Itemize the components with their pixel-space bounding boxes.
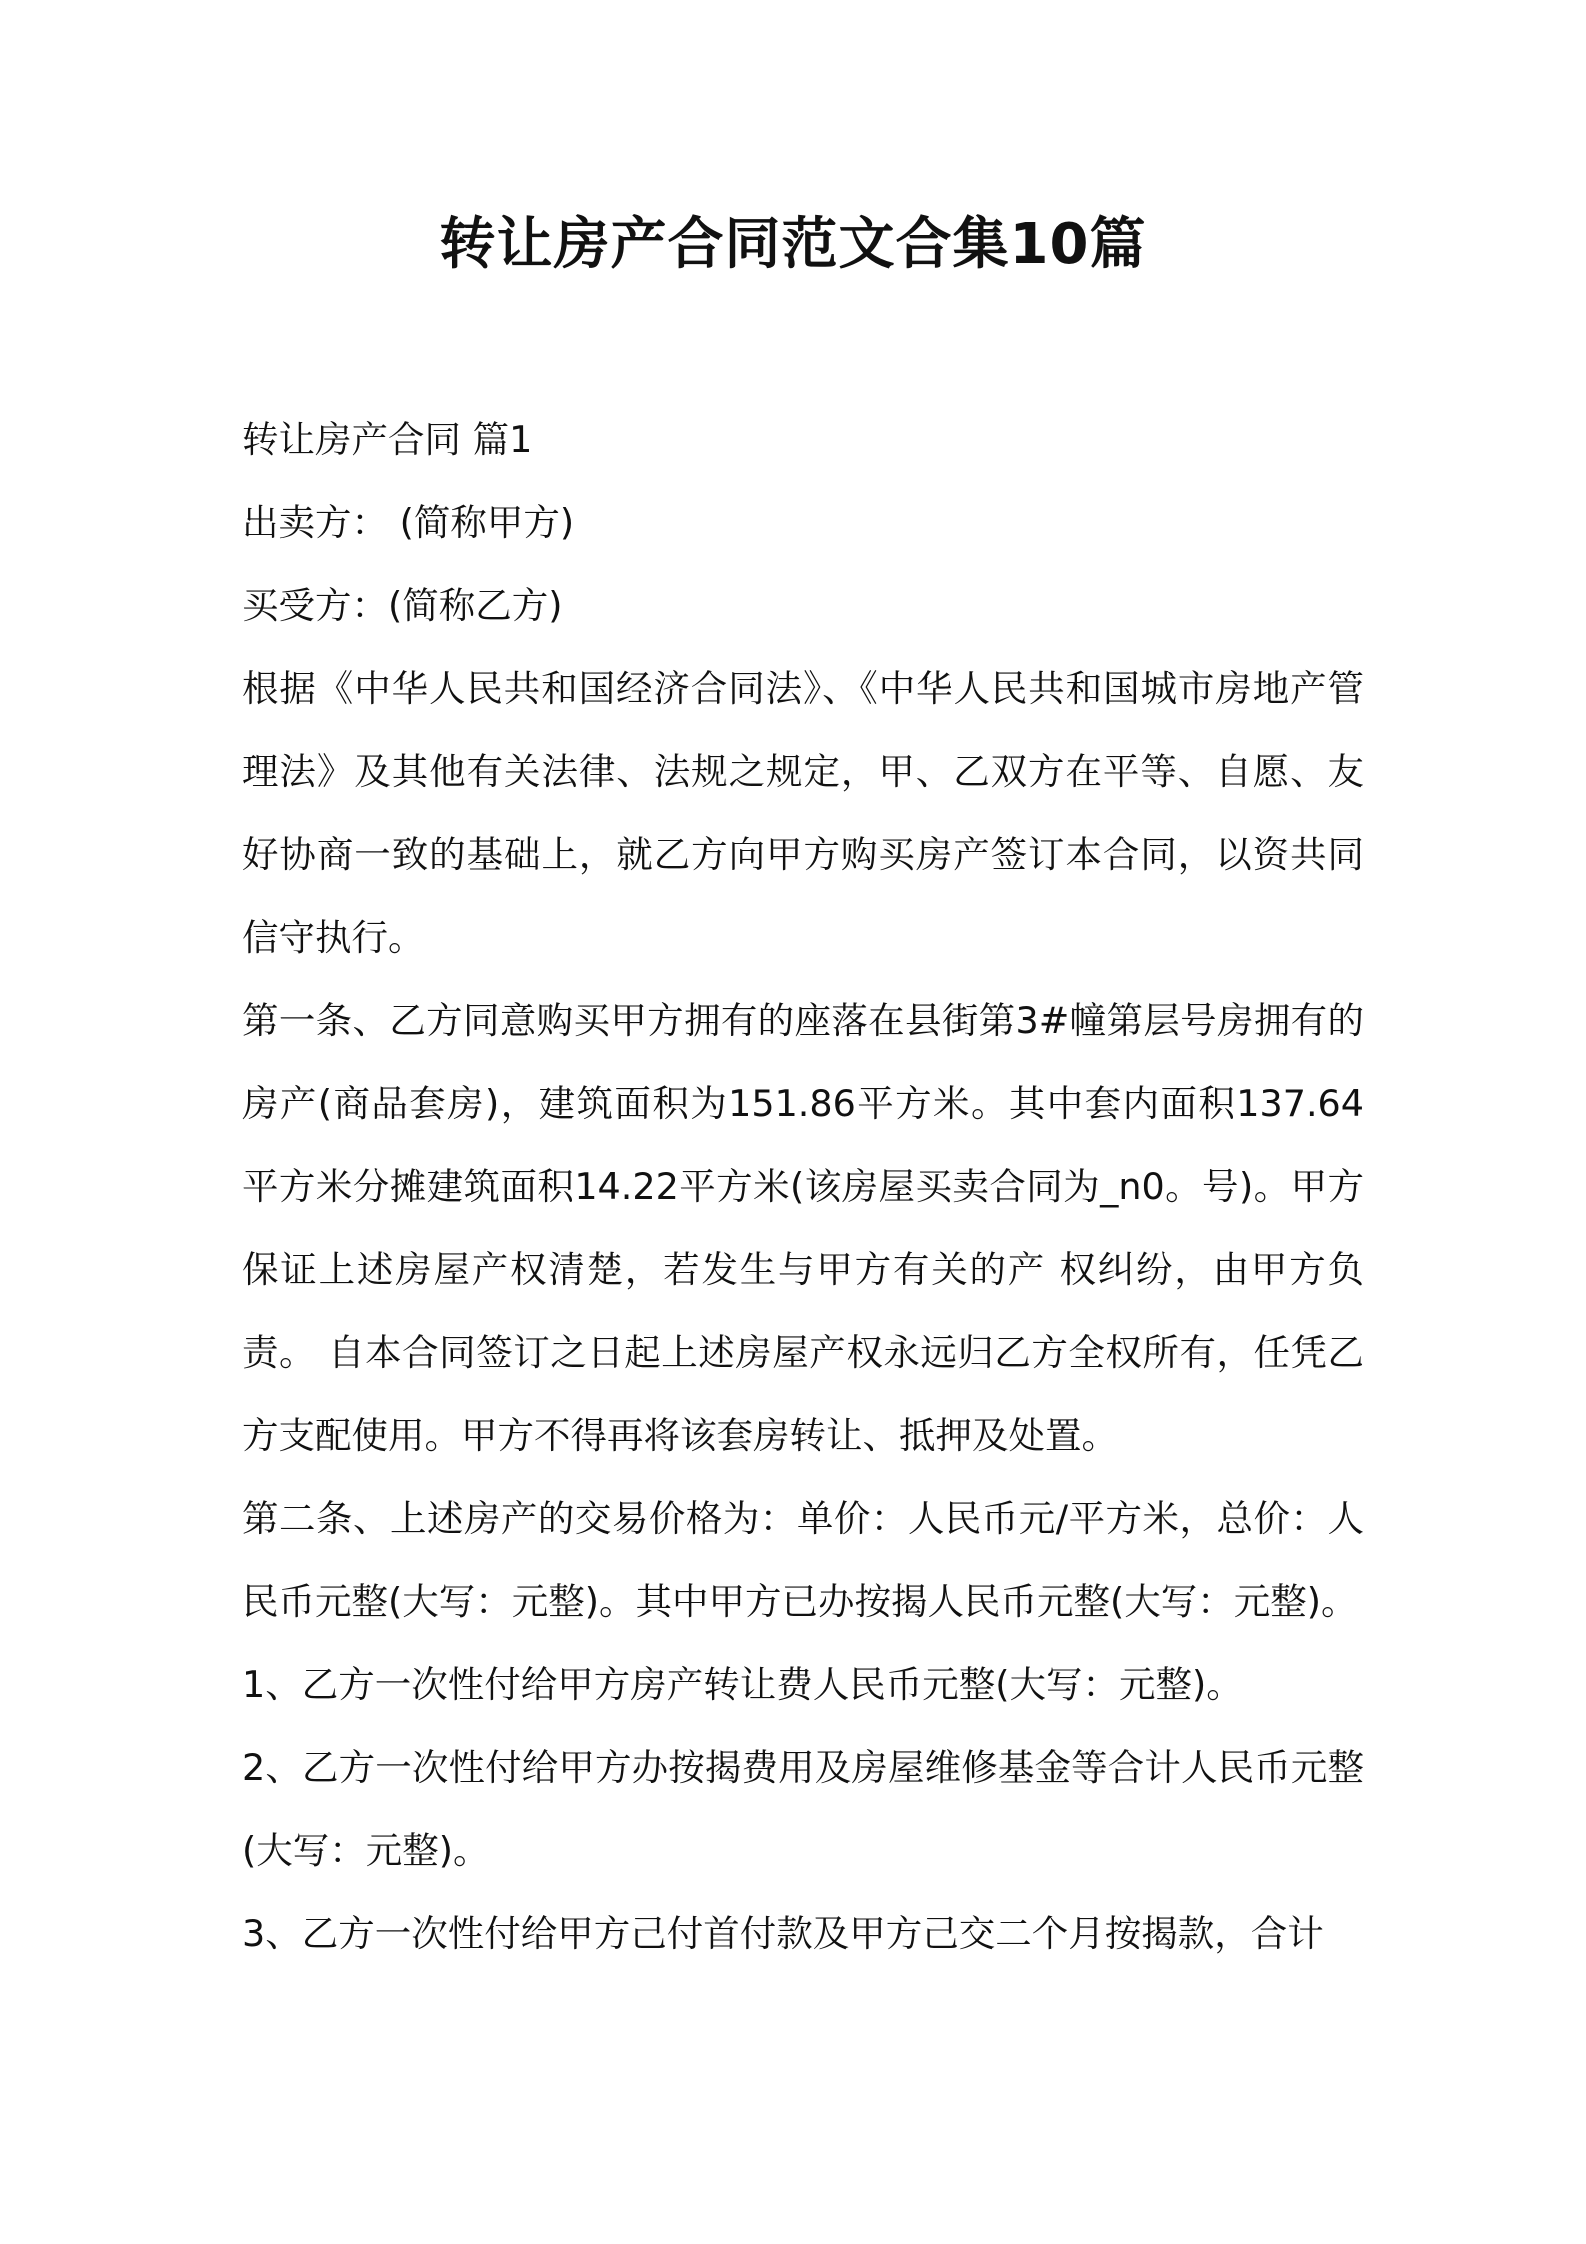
paragraph-item-1: 1、乙方一次性付给甲方房产转让费人民币元整(大写：元整)。	[242, 1663, 1243, 1706]
paragraph-article-1: 第一条、乙方同意购买甲方拥有的座落在县街第3#幢第层号房拥有的房产(商品套房)，建筑面积为151.86平方米。其中套内面积137.64平方米分摊建筑面积14.22平方米(该房屋买卖合同为_n0。号)。甲方保证上述房屋产权清楚，若发生与甲方有关的产 权纠纷，由甲方负责。 自本合同签订之日起上述房屋产权永远归乙方全权所有，任凭乙方支配使用。甲方不得再将该套房转让、抵押及处置。	[242, 999, 1364, 1457]
seller-line: 出卖方： (简称甲方)	[242, 501, 575, 544]
section-heading: 转让房产合同 篇1	[242, 418, 533, 461]
paragraph-item-2: 2、乙方一次性付给甲方办按揭费用及房屋维修基金等合计人民币元整(大写：元整)。	[242, 1746, 1364, 1872]
paragraph-article-2: 第二条、上述房产的交易价格为：单价：人民币元/平方米，总价：人民币元整(大写：元整)。其中甲方已办按揭人民币元整(大写：元整)。	[242, 1497, 1364, 1623]
document-body	[242, 398, 1364, 1975]
document-title: 转让房产合同范文合集10篇	[439, 212, 1147, 277]
paragraph-preamble: 根据《中华人民共和国经济合同法》、《中华人民共和国城市房地产管理法》及其他有关法律、法规之规定，甲、乙双方在平等、自愿、友好协商一致的基础上，就乙方向甲方购买房产签订本合同，以资共同信守执行。	[242, 667, 1364, 959]
paragraph-item-3: 3、乙方一次性付给甲方己付首付款及甲方己交二个月按揭款，合计	[242, 1912, 1324, 1955]
buyer-line: 买受方：(简称乙方)	[242, 584, 563, 627]
